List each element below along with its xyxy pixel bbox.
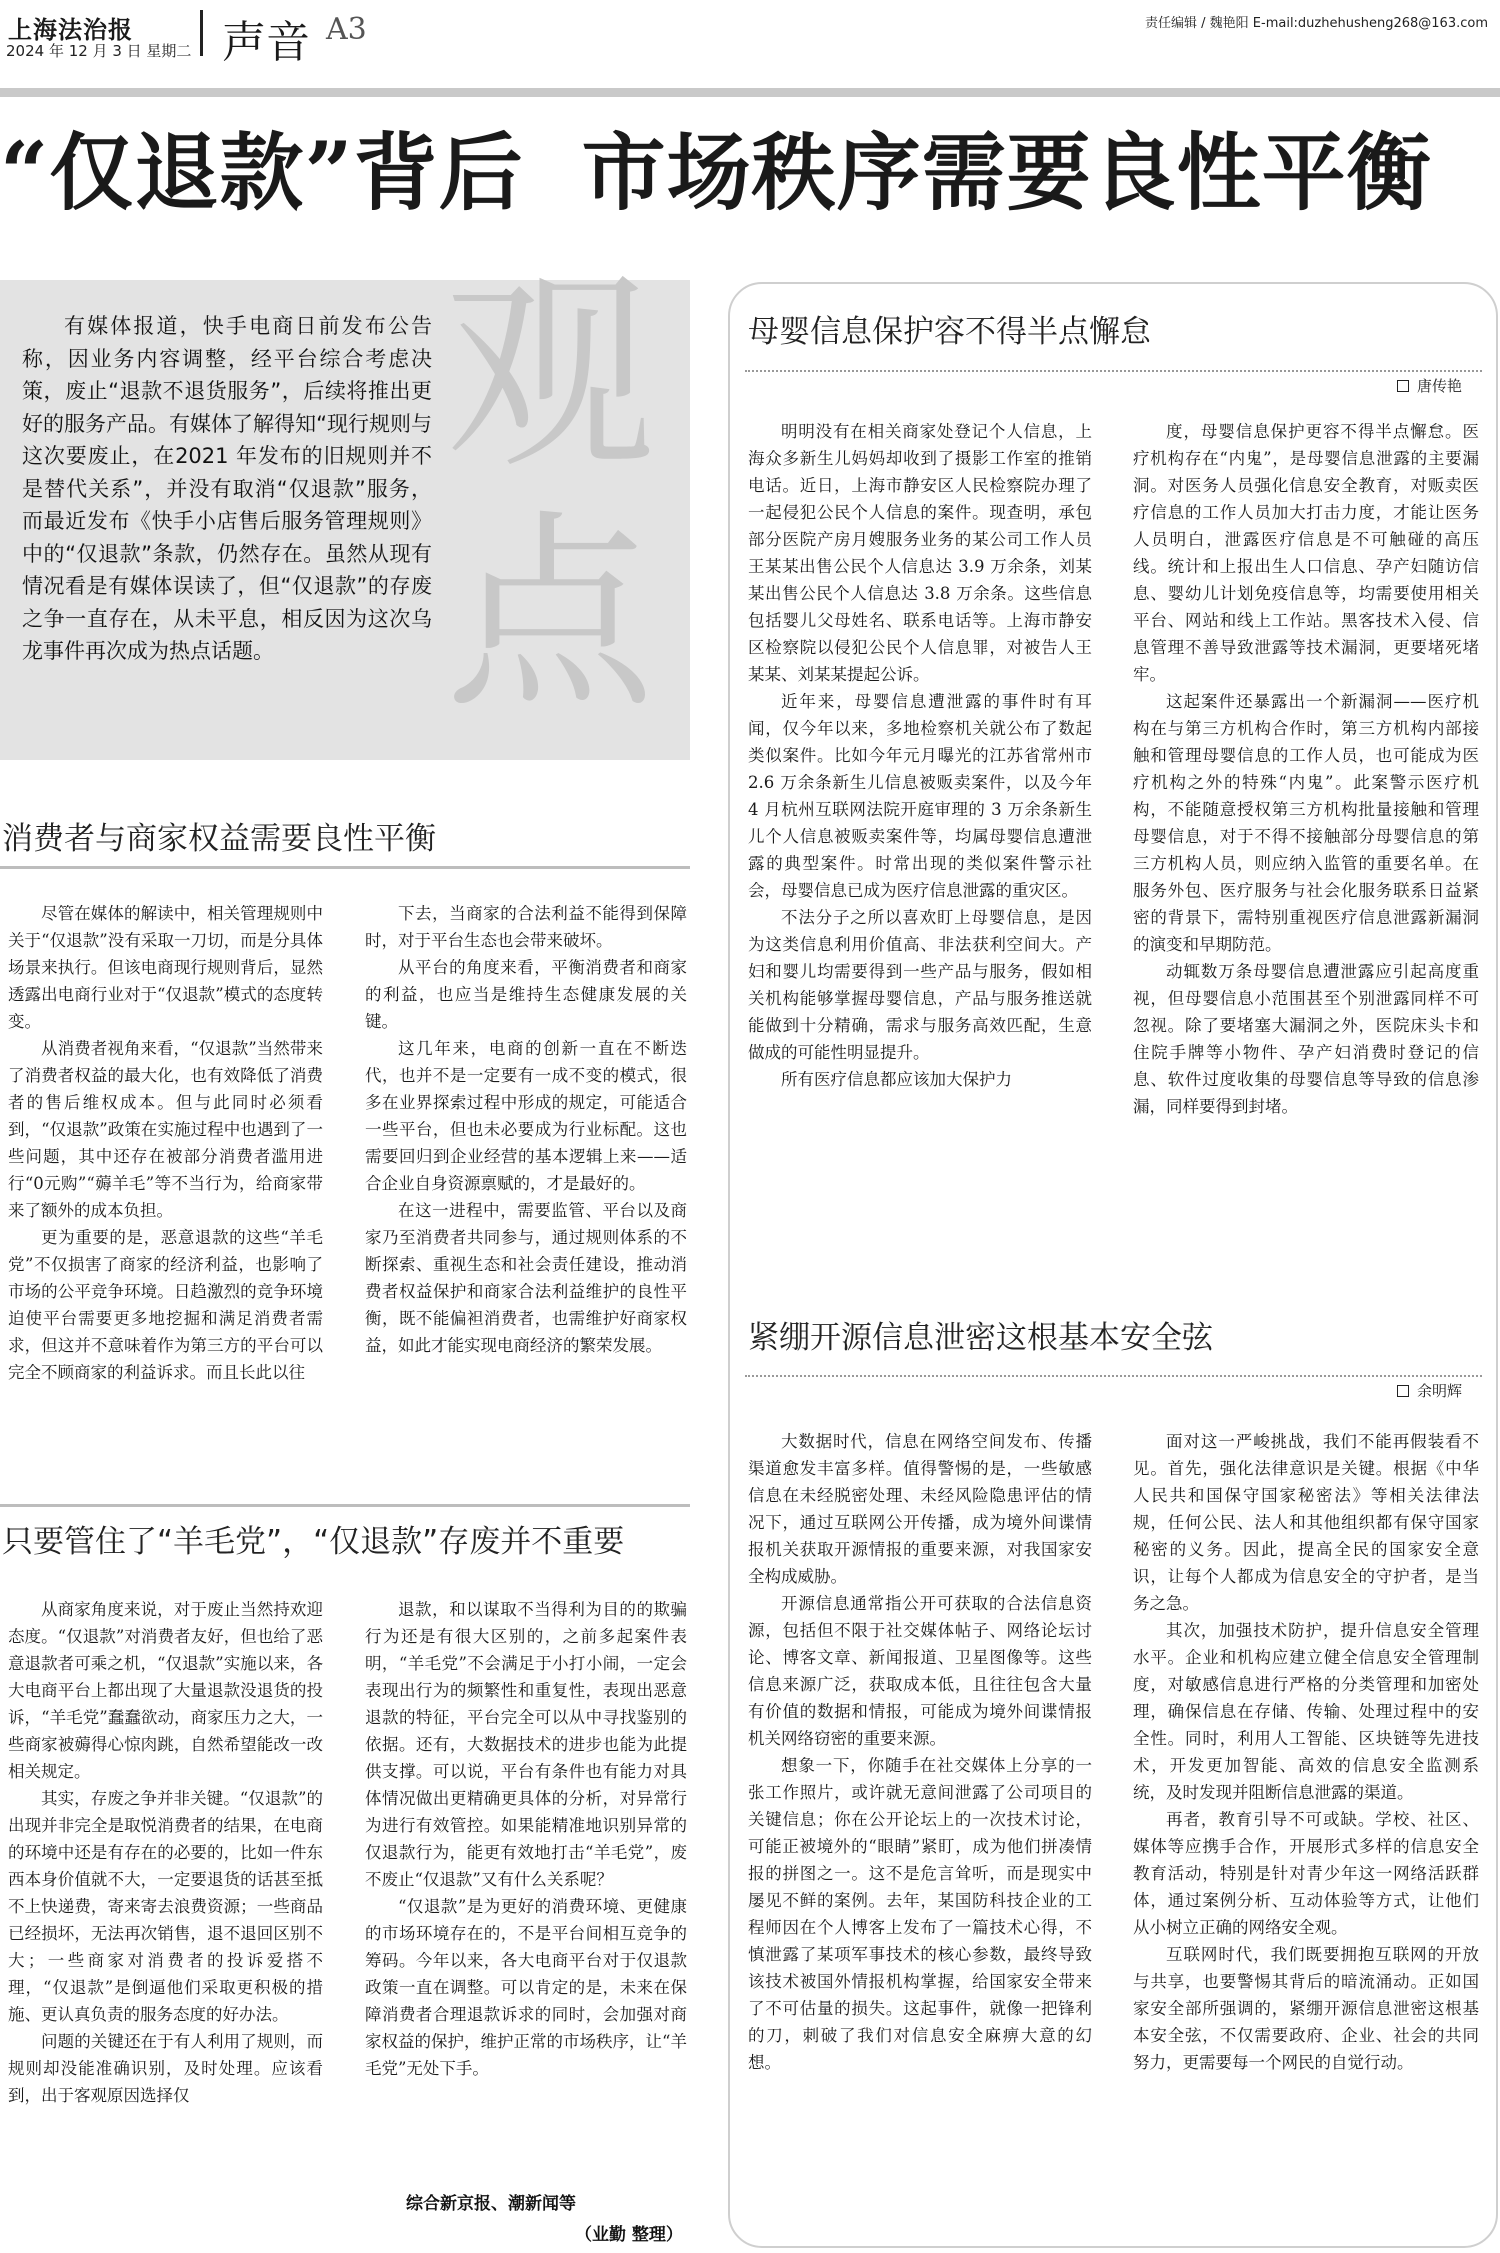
author-name: 唐传艳 bbox=[1417, 377, 1463, 395]
paragraph: 更为重要的是，恶意退款的这些“羊毛党”不仅损害了商家的经济利益，也影响了市场的公平竞争环境。日趋激烈的竞争环境迫使平台需要更多地挖掘和满足消费者需求，但这并不意味着作为第三方的平台可以完全不顾商家的利益诉求。而且长此以往 bbox=[8, 1228, 323, 1382]
arranger-credit: （业勤 整理） bbox=[575, 2225, 683, 2245]
square-bullet-icon bbox=[1397, 1385, 1409, 1397]
section2-column-1 bbox=[8, 1596, 323, 2109]
paragraph: “仅退款”是为更好的消费环境、更健康的市场环境存在的，不是平台间相互竞争的筹码。今年以来，各大电商平台对于仅退款政策一直在调整。可以肯定的是，未来在保障消费者合理退款诉求的同时，会加强对商家权益的保护，维护正常的市场秩序，让“羊毛党”无处下手。 bbox=[365, 1897, 687, 2078]
section-rule bbox=[0, 866, 690, 869]
paragraph: 度，母婴信息保护更容不得半点懈怠。医疗机构存在“内鬼”，是母婴信息泄露的主要漏洞。对医务人员强化信息安全教育，对贩卖医疗信息的工作人员加大打击力度，才能让医务人员明白，泄露医疗信息是不可触碰的高压线。统计和上报出生人口信息、孕产妇随访信息、婴幼儿计划免疫信息等，均需要使用相关平台、网站和线上工作站。黑客技术入侵、信息管理不善导致泄露等技术漏洞，更要堵死堵牢。 bbox=[1133, 422, 1479, 684]
editor-credit: 责任编辑 / 魏艳阳 E-mail:duzhehusheng268@163.com bbox=[1145, 16, 1488, 31]
paragraph: 动辄数万条母婴信息遭泄露应引起高度重视，但母婴信息小范围甚至个别泄露同样不可忽视。除了要堵塞大漏洞之外，医院床头卡和住院手牌等小物件、孕产妇消费时登记的信息、软件过度收集的母婴信息等导致的信息渗漏，同样要得到封堵。 bbox=[1133, 962, 1479, 1116]
source-credit: 综合新京报、潮新闻等 bbox=[406, 2194, 576, 2214]
masthead-divider bbox=[200, 10, 203, 56]
author-byline bbox=[1397, 375, 1462, 396]
paragraph: 从平台的角度来看，平衡消费者和商家的利益，也应当是维持生态健康发展的关键。 bbox=[365, 958, 687, 1031]
paragraph: 退款，和以谋取不当得利为目的的欺骗行为还是有很大区别的，之前多起案件表明，“羊毛党”不会满足于小打小闹，一定会表现出行为的频繁性和重复性，表现出恶意退款的特征，平台完全可以从中寻找鉴别的依据。还有，大数据技术的进步也能为此提供支撑。可以说，平台有条件也有能力对具体情况做出更精确更具体的分析，对异常行为进行有效管控。如果能精准地识别异常的仅退款行为，能更有效地打击“羊毛党”，废不废止“仅退款”又有什么关系呢？ bbox=[365, 1600, 687, 1889]
opinion-watermark: 观点 bbox=[445, 252, 656, 737]
paragraph: 大数据时代，信息在网络空间发布、传播渠道愈发丰富多样。值得警惕的是，一些敏感信息在未经脱密处理、未经风险隐患评估的情况下，通过互联网公开传播，成为境外间谍情报机关获取开源情报的重要来源，对我国家安全构成威胁。 bbox=[748, 1432, 1092, 1586]
paragraph: 互联网时代，我们既要拥抱互联网的开放与共享，也要警惕其背后的暗流涌动。正如国家安全部所强调的，紧绷开源信息泄密这根基本安全弦，不仅需要政府、企业、社会的共同努力，更需要每一个网民的自觉行动。 bbox=[1133, 1945, 1479, 2072]
paragraph: 其实，存废之争并非关键。“仅退款”的出现并非完全是取悦消费者的结果，在电商的环境中还是有存在的必要的，比如一件东西本身价值就不大，一定要退货的话甚至抵不上快递费，寄来寄去浪费资源；一些商品已经损坏，无法再次销售，退不退回区别不大；一些商家对消费者的投诉爱搭不理，“仅退款”是倒逼他们采取更积极的措施、更认真负责的服务态度的好办法。 bbox=[8, 1789, 323, 2024]
author-name: 余明辉 bbox=[1417, 1382, 1463, 1400]
masthead bbox=[0, 0, 1500, 70]
paragraph: 这几年来，电商的创新一直在不断迭代，也并不是一定要有一成不变的模式，很多在业界探索过程中形成的规定，可能适合一些平台，但也未必要成为行业标配。这也需要回归到企业经营的基本逻辑上来——适合企业自身资源禀赋的，才是最好的。 bbox=[365, 1039, 687, 1193]
paragraph: 想象一下，你随手在社交媒体上分享的一张工作照片，或许就无意间泄露了公司项目的关键信息；你在公开论坛上的一次技术讨论，可能正被境外的“眼睛”紧盯，成为他们拼凑情报的拼图之一。这不是危言耸听，而是现实中屡见不鲜的案例。去年，某国防科技企业的工程师因在个人博客上发布了一篇技术心得，不慎泄露了某项军事技术的核心参数，最终导致该技术被国外情报机构掌握，给国家安全带来了不可估量的损失。这起事件，就像一把锋利的刀，刺破了我们对信息安全麻痹大意的幻想。 bbox=[748, 1756, 1092, 2072]
section-name: 声音 bbox=[222, 17, 310, 68]
article1-column-2 bbox=[1133, 418, 1479, 1120]
paragraph: 从消费者视角来看，“仅退款”当然带来了消费者权益的最大化，也有效降低了消费者的售后维权成本。但与此同时必须看到，“仅退款”政策在实施过程中也遇到了一些问题，其中还存在被部分消费者滥用进行“0元购”“薅羊毛”等不当行为，给商家带来了额外的成本负担。 bbox=[8, 1039, 323, 1220]
article2-column-1 bbox=[748, 1428, 1092, 2076]
paragraph: 再者，教育引导不可或缺。学校、社区、媒体等应携手合作，开展形式多样的信息安全教育活动，特别是针对青少年这一网络活跃群体，通过案例分析、互动体验等方式，让他们从小树立正确的网络安全观。 bbox=[1133, 1810, 1479, 1937]
paragraph: 近年来，母婴信息遭泄露的事件时有耳闻，仅今年以来，多地检察机关就公布了数起类似案件。比如今年元月曝光的江苏省常州市 2.6 万余条新生儿信息被贩卖案件，以及今年 4 月杭州互联网法院开庭审理的 3 万余条新生儿个人信息被贩卖案件等，均属母婴信息遭泄露的典型案件。时常出现的类似案件警示社会，母婴信息已成为医疗信息泄露的重灾区。 bbox=[748, 692, 1092, 900]
intro-text: 有媒体报道，快手电商日前发布公告称，因业务内容调整，经平台综合考虑决策，废止“退款不退货服务”，后续将推出更好的服务产品。有媒体了解得知“现行规则与这次要废止，在2021 年发布的旧规则并不是替代关系”，并没有取消“仅退款”服务，而最近发布《快手小店售后服务管理规则》中的“仅退款”条款，仍然存在。虽然从现有情况看是有媒体误读了，但“仅退款”的存废之争一直存在，从未平息，相反因为这次乌龙事件再次成为热点话题。 bbox=[22, 314, 432, 663]
issue-date: 2024 年 12 月 3 日 星期二 bbox=[6, 42, 192, 60]
article1-column-1 bbox=[748, 418, 1092, 1093]
paragraph: 这起案件还暴露出一个新漏洞——医疗机构在与第三方机构合作时，第三方机构内部接触和管理母婴信息的工作人员，也可能成为医疗机构之外的特殊“内鬼”。此案警示医疗机构，不能随意授权第三方机构批量接触和管理母婴信息，对于不得不接触部分母婴信息的第三方机构人员，则应纳入监管的重要名单。在服务外包、医疗服务与社会化服务联系日益紧密的背景下，需特别重视医疗信息泄露新漏洞的演变和早期防范。 bbox=[1133, 692, 1479, 954]
dotted-rule bbox=[745, 370, 1482, 372]
article-title-open-source-info: 紧绷开源信息泄密这根基本安全弦 bbox=[748, 1320, 1213, 1356]
square-bullet-icon bbox=[1397, 380, 1409, 392]
section-title-balance: 消费者与商家权益需要良性平衡 bbox=[2, 821, 436, 857]
paragraph: 在这一进程中，需要监管、平台以及商家乃至消费者共同参与，通过规则体系的不断探索、重视生态和社会责任建设，推动消费者权益保护和商家合法利益维护的良性平衡，既不能偏袒消费者，也需维护好商家权益，如此才能实现电商经济的繁荣发展。 bbox=[365, 1201, 687, 1355]
paragraph: 所有医疗信息都应该加大保护力 bbox=[781, 1070, 1012, 1089]
paragraph: 下去，当商家的合法利益不能得到保障时，对于平台生态也会带来破坏。 bbox=[365, 904, 687, 950]
page-number: A3 bbox=[326, 12, 367, 47]
section-rule bbox=[0, 1504, 690, 1507]
paragraph: 从商家角度来说，对于废止当然持欢迎态度。“仅退款”对消费者友好，但也给了恶意退款者可乘之机，“仅退款”实施以来，各大电商平台上都出现了大量退款没退货的投诉，“羊毛党”蠢蠢欲动，商家压力之大，一些商家被薅得心惊肉跳，自然希望能改一改相关规定。 bbox=[8, 1600, 323, 1781]
paragraph: 不法分子之所以喜欢盯上母婴信息，是因为这类信息利用价值高、非法获利空间大。产妇和婴儿均需要得到一些产品与服务，假如相关机构能够掌握母婴信息，产品与服务推送就能做到十分精确，需求与服务高效匹配，生意做成的可能性明显提升。 bbox=[748, 908, 1092, 1062]
headline-part-2: 市场秩序需要良性平衡 bbox=[581, 123, 1432, 222]
main-headline bbox=[0, 108, 1500, 258]
paragraph: 其次，加强技术防护，提升信息安全管理水平。企业和机构应建立健全信息安全管理制度，对敏感信息进行严格的分类管理和加密处理，确保信息在存储、传输、处理过程中的安全性。同时，利用人工智能、区块链等先进技术，开发更加智能、高效的信息安全监测系统，及时发现并阻断信息泄露的渠道。 bbox=[1133, 1621, 1479, 1802]
paragraph: 明明没有在相关商家处登记个人信息，上海众多新生儿妈妈却收到了摄影工作室的推销电话。近日，上海市静安区人民检察院办理了一起侵犯公民个人信息的案件。现查明，承包部分医院产房月嫂服务业务的某公司工作人员王某某出售公民个人信息达 3.9 万余条，刘某某出售公民个人信息达 3.8 万余条。这些信息包括婴儿父母姓名、联系电话等。上海市静安区检察院以侵犯公民个人信息罪，对被告人王某某、刘某某提起公诉。 bbox=[748, 422, 1092, 684]
author-byline bbox=[1397, 1380, 1462, 1401]
paragraph: 尽管在媒体的解读中，相关管理规则中关于“仅退款”没有采取一刀切，而是分具体场景来执行。但该电商现行规则背后，显然透露出电商行业对于“仅退款”模式的态度转变。 bbox=[8, 904, 323, 1031]
section-title-wool-party: 只要管住了“羊毛党”，“仅退款”存废并不重要 bbox=[2, 1524, 625, 1560]
article-title-maternal-info: 母婴信息保护容不得半点懈怠 bbox=[748, 314, 1151, 350]
section1-column-1 bbox=[8, 900, 323, 1386]
newspaper-logo: 上海法治报 bbox=[8, 15, 133, 44]
dotted-rule bbox=[745, 1375, 1482, 1377]
masthead-rule bbox=[0, 88, 1500, 97]
section2-column-2 bbox=[365, 1596, 687, 2082]
paragraph: 面对这一严峻挑战，我们不能再假装看不见。首先，强化法律意识是关键。根据《中华人民共和国保守国家秘密法》等相关法律法规，任何公民、法人和其他组织都有保守国家秘密的义务。因此，提高全民的国家安全意识，让每个人都成为信息安全的守护者，是当务之急。 bbox=[1133, 1432, 1479, 1613]
paragraph: 问题的关键还在于有人利用了规则，而规则却没能准确识别，及时处理。应该看到，出于客观原因选择仅 bbox=[8, 2032, 323, 2105]
section1-column-2 bbox=[365, 900, 687, 1359]
article2-column-2 bbox=[1133, 1428, 1479, 2076]
headline-part-1: “仅退款”背后 bbox=[0, 123, 524, 222]
paragraph: 开源信息通常指公开可获取的合法信息资源，包括但不限于社交媒体帖子、网络论坛讨论、博客文章、新闻报道、卫星图像等。这些信息来源广泛，获取成本低，且往往包含大量有价值的数据和情报，可能成为境外间谍情报机关网络窃密的重要来源。 bbox=[748, 1594, 1092, 1748]
